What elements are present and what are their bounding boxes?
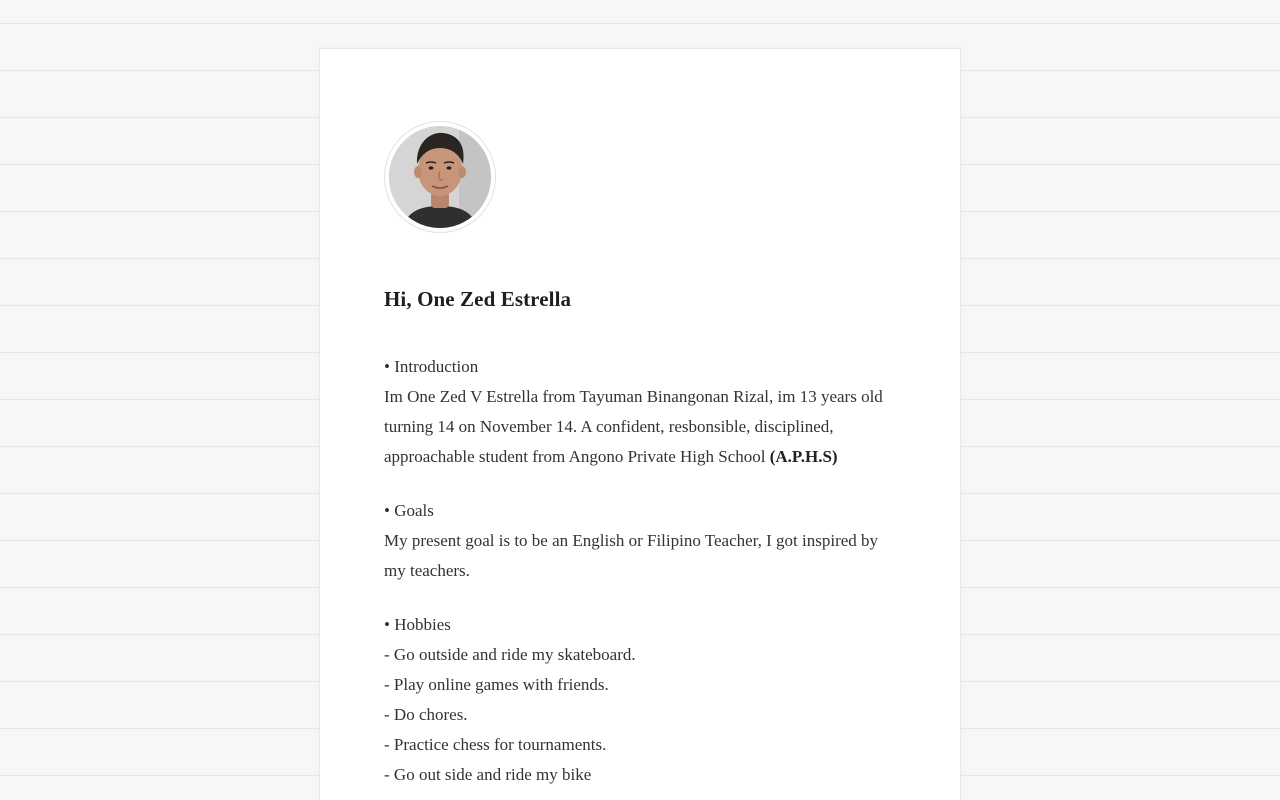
avatar-photo — [389, 126, 491, 228]
introduction-section — [384, 352, 894, 472]
introduction-text — [384, 382, 894, 472]
hobbies-section — [384, 610, 894, 790]
person-photo-icon — [389, 126, 491, 228]
list-item: - Do chores. — [384, 705, 468, 724]
avatar — [384, 121, 496, 233]
list-item: - Go out side and ride my bike — [384, 765, 592, 784]
school-abbreviation: (A.P.H.S) — [769, 447, 838, 466]
introduction-heading: • Introduction — [384, 357, 479, 376]
profile-content — [384, 352, 894, 800]
profile-card — [319, 48, 961, 800]
goals-text: My present goal is to be an English or Filipino Teacher, I got inspired by my teachers. — [384, 531, 879, 580]
goals-heading: • Goals — [384, 501, 434, 520]
page-title: Hi, One Zed Estrella — [384, 287, 572, 311]
hobbies-heading: • Hobbies — [384, 615, 451, 634]
goals-section — [384, 496, 894, 586]
introduction-body: Im One Zed V Estrella from Tayuman Binangonan Rizal, im 13 years old turning 14 on November 14. A confident, resbonsible, disciplined, approachable student from Angono Private High School — [384, 387, 883, 466]
list-item: - Play online games with friends. — [384, 675, 609, 694]
list-item: - Go outside and ride my skateboard. — [384, 645, 636, 664]
list-item: - Practice chess for tournaments. — [384, 735, 607, 754]
